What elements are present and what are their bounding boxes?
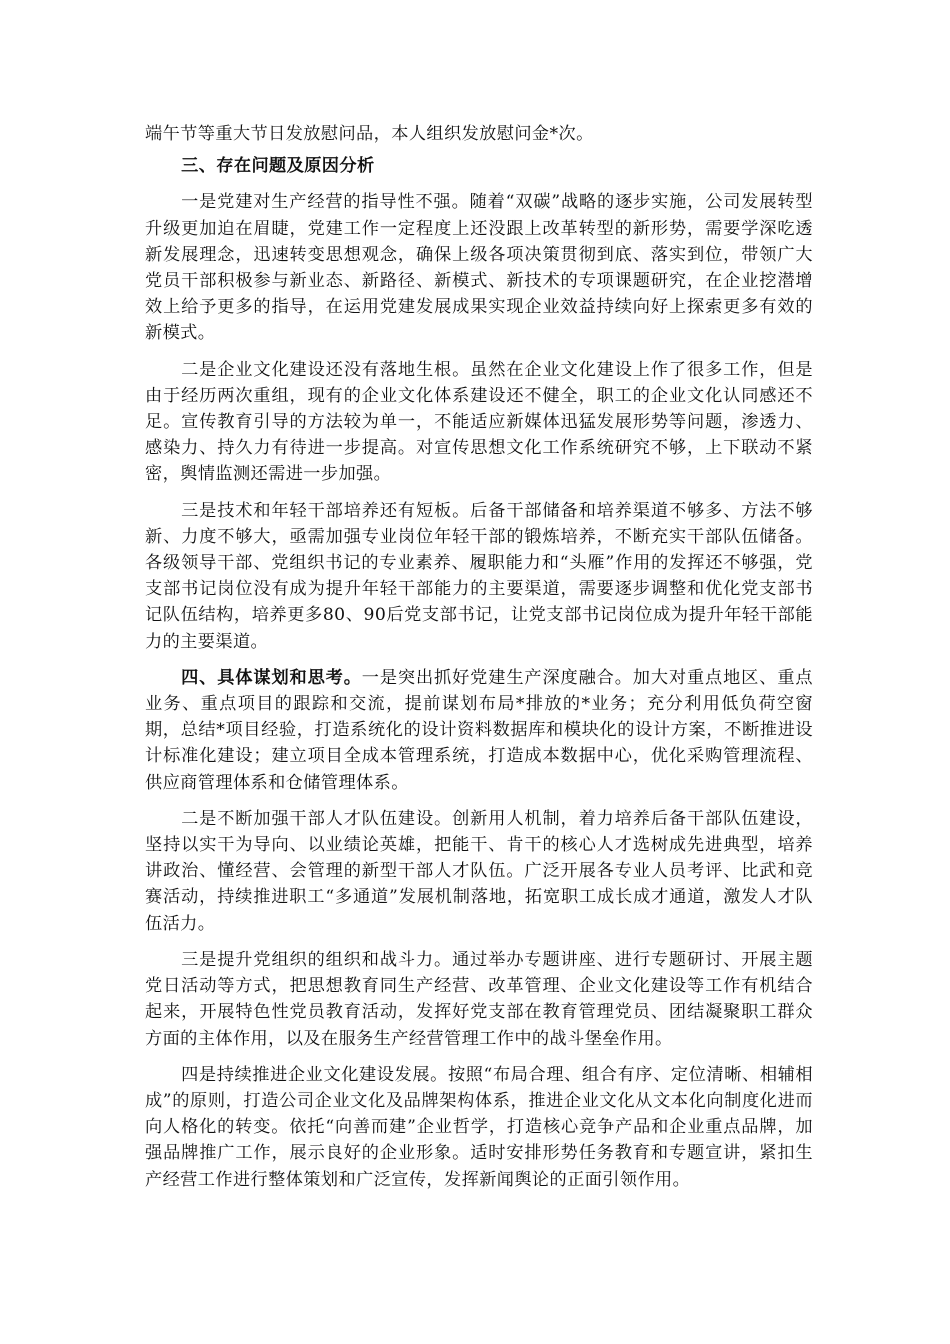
- section-4-paragraph-1: [145, 665, 813, 796]
- section-3-heading: 三、存在问题及原因分析: [181, 156, 375, 177]
- section-3-paragraph-3: 三是技术和年轻干部培养还有短板。后备干部储备和培养渠道不够多、方法不够新、力度不够大，亟需加强专业岗位年轻干部的锻炼培养，不断充实干部队伍储备。各级领导干部、党组织书记的专业素养、履职能力和“头雁”作用的发挥还不够强，党支部书记岗位没有成为提升年轻干部能力的主要渠道，需要逐步调整和优化党支部书记队伍结构，培养更多80、90后党支部书记，让党支部书记岗位成为提升年轻干部能力的主要渠道。: [145, 500, 813, 652]
- section-4-paragraph-1-text: 一是突出抓好党建生产深度融合。加大对重点地区、重点业务、重点项目的跟踪和交流，提前谋划布局*排放的*业务；充分利用低负荷空窗期，总结*项目经验，打造系统化的设计资料数据库和模块化的设计方案，不断推进设计标准化建设；建立项目全成本管理系统，打造成本数据中心，优化采购管理流程、供应商管理体系和仓储管理体系。: [145, 667, 813, 793]
- section-3-paragraph-2: 二是企业文化建设还没有落地生根。虽然在企业文化建设上作了很多工作，但是由于经历两次重组，现有的企业文化体系建设还不健全，职工的企业文化认同感还不足。宣传教育引导的方法较为单一，不能适应新媒体迅猛发展形势等问题，渗透力、感染力、持久力有待进一步提高。对宣传思想文化工作系统研究不够，上下联动不紧密，舆情监测还需进一步加强。: [145, 359, 813, 485]
- section-4-paragraph-2: 二是不断加强干部人才队伍建设。创新用人机制，着力培养后备干部队伍建设，坚持以实干为导向、以业绩论英雄，把能干、肯干的核心人才选树成先进典型，培养讲政治、懂经营、会管理的新型干部人才队伍。广泛开展各专业人员考评、比武和竞赛活动，持续推进职工“多通道”发展机制落地，拓宽职工成长成才通道，激发人才队伍活力。: [145, 808, 813, 934]
- continuation-line: 端午节等重大节日发放慰问品，本人组织发放慰问金*次。: [145, 124, 594, 144]
- document-page: [145, 121, 813, 1203]
- section-4-paragraph-4: 四是持续推进企业文化建设发展。按照“布局合理、组合有序、定位清晰、相辅相成”的原则，打造公司企业文化及品牌架构体系，推进企业文化从文本化向制度化进而向人格化的转变。依托“向善而建”企业哲学，打造核心竞争产品和企业重点品牌，加强品牌推广工作，展示良好的企业形象。适时安排形势任务教育和专题宣讲，紧扣生产经营工作进行整体策划和广泛宣传，发挥新闻舆论的正面引领作用。: [145, 1064, 813, 1190]
- section-3-paragraph-1: 一是党建对生产经营的指导性不强。随着“双碳”战略的逐步实施，公司发展转型升级更加迫在眉睫，党建工作一定程度上还没跟上改革转型的新形势，需要学深吃透新发展理念，迅速转变思想观念，确保上级各项决策贯彻到底、落实到位，带领广大党员干部积极参与新业态、新路径、新模式、新技术的专项课题研究，在企业挖潜增效上给予更多的指导，在运用党建发展成果实现企业效益持续向好上探索更多有效的新模式。: [145, 192, 813, 344]
- section-4-heading: 四、具体谋划和思考。: [181, 667, 362, 688]
- section-4-paragraph-3: 三是提升党组织的组织和战斗力。通过举办专题讲座、进行专题研讨、开展主题党日活动等方式，把思想教育同生产经营、改革管理、企业文化建设等工作有机结合起来，开展特色性党员教育活动，发挥好党支部在教育管理党员、团结凝聚职工群众方面的主体作用，以及在服务生产经营管理工作中的战斗堡垒作用。: [145, 949, 813, 1049]
